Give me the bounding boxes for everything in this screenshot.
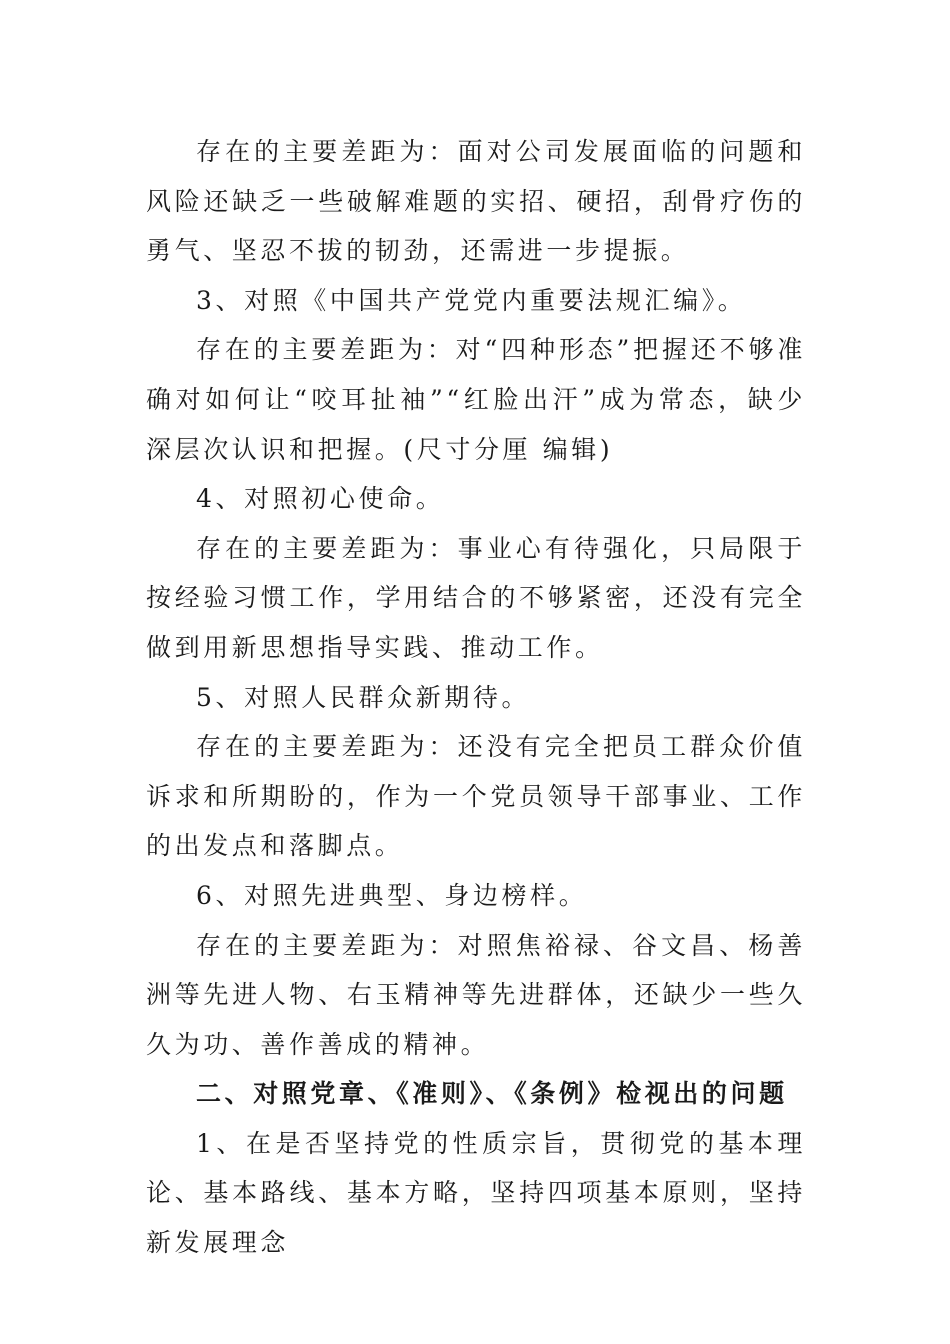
paragraph-gap-four-forms: 存在的主要差距为：对“四种形态”把握还不够准确对如何让“咬耳扯袖”“红脸出汗”成为常态，缺少深层次认识和把握。(尺寸分厘 编辑) xyxy=(146,335,806,464)
paragraph-gap-employee-needs: 存在的主要差距为：还没有完全把员工群众价值诉求和所期盼的，作为一个党员领导干部事业、工作的出发点和落脚点。 xyxy=(146,732,806,861)
item-5-people-expectations: 5、对照人民群众新期待。 xyxy=(196,682,531,712)
document-body xyxy=(146,127,806,1268)
item-3-party-regulations: 3、对照《中国共产党党内重要法规汇编》。 xyxy=(196,285,747,315)
section-heading-2: 二、对照党章、《准则》、《条例》检视出的问题 xyxy=(196,1079,788,1109)
item-4-original-mission: 4、对照初心使命。 xyxy=(196,484,445,514)
paragraph-gap-role-models: 存在的主要差距为：对照焦裕禄、谷文昌、杨善洲等先进人物、右玉精神等先进群体，还缺少一些久久为功、善作善成的精神。 xyxy=(146,930,806,1059)
paragraph-gap-dedication: 存在的主要差距为：事业心有待强化，只局限于按经验习惯工作，学用结合的不够紧密，还没有完全做到用新思想指导实践、推动工作。 xyxy=(146,533,806,662)
item-1-party-nature: 1、在是否坚持党的性质宗旨，贯彻党的基本理论、基本路线、基本方略，坚持四项基本原则，坚持新发展理念 xyxy=(146,1128,806,1258)
paragraph-gap-resolve: 存在的主要差距为：面对公司发展面临的问题和风险还缺乏一些破解难题的实招、硬招，刮骨疗伤的勇气、坚忍不拔的韧劲，还需进一步提振。 xyxy=(146,137,806,266)
item-6-role-models: 6、对照先进典型、身边榜样。 xyxy=(196,880,588,910)
